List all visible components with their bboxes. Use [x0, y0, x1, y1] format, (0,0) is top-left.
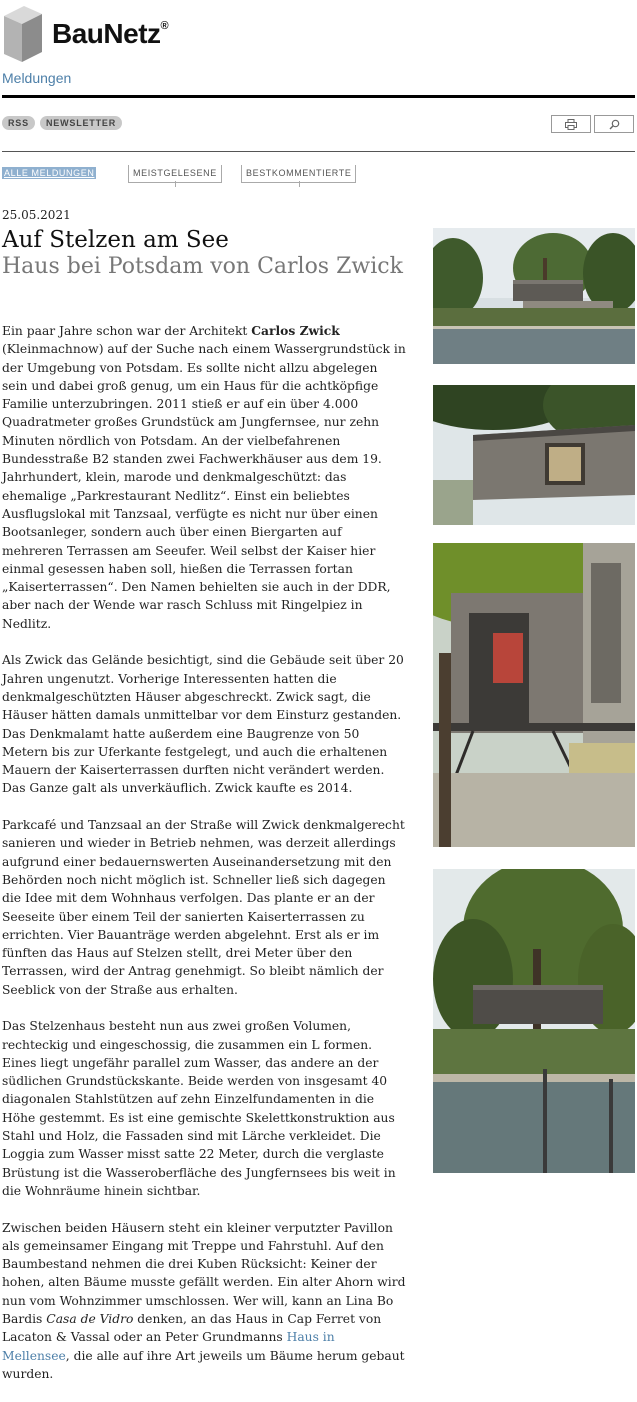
photo-tree-and-stilts[interactable] — [433, 543, 635, 847]
tab-bestkommentierte[interactable] — [241, 165, 356, 183]
toolbar-divider — [2, 151, 635, 152]
article-subtitle: Haus bei Potsdam von Carlos Zwick — [2, 254, 403, 279]
baunetz-logo-cube — [2, 4, 44, 62]
tab-label: BESTKOMMENTIERTE — [246, 168, 352, 178]
article-body — [2, 322, 406, 1402]
section-link-meldungen[interactable]: Meldungen — [2, 70, 72, 86]
article-date: 25.05.2021 — [2, 208, 71, 222]
paragraph: Das Stelzenhaus besteht nun aus zwei großen Volumen, rechteckig und eingeschossig, die zusammen ein L formen. Eines liegt ungefähr parallel zum Wasser, das andere an der südlichen Grundstückskante. Beide werden von insgesamt 40 diagonalen Stahlstützen auf zehn Einzelfundamenten in die Höhe gestemmt. Es ist eine gemischte Skelettkonstruktion aus Stahl und Holz, die Fassaden sind mit Lärche verkleidet. Die Loggia zum Wasser misst satte 22 Meter, durch die verglaste Brüstung ist die Wasseroberfläche des Jungfernsees bis weit in die Wohnräume hinein sichtbar. — [2, 1019, 396, 1198]
brand-registered-mark: ® — [160, 19, 169, 32]
architect-name: Carlos Zwick — [251, 323, 340, 338]
photo-house-among-trees[interactable] — [433, 869, 635, 1173]
paragraph: Parkcafé und Tanzsaal an der Straße will Zwick denkmalgerecht sanieren und wieder in Betrieb nehmen, was derzeit allerdings aufgrund einer bedauernswerten Auseinandersetzung mit den Behörden noch nicht möglich ist. Schneller ließ sich dagegen die Idee mit dem Wohnhaus verfolgen. Das plante er an der Seeseite über einem Teil der sanierten Kaiserterrassen zu errichten. Vier Bauanträge werden abgelehnt. Erst als er im fünften das Haus auf Stelzen stellt, drei Meter über den Terrassen, wird der Antrag genehmigt. So bleibt nämlich der Seeblick von der Straße aus erhalten. — [2, 818, 405, 997]
paragraph: Als Zwick das Gelände besichtigt, sind die Gebäude seit über 20 Jahren ungenutzt. Vorherige Interessenten hatten die denkmalgeschützten Häuser abgeschreckt. Zwick sagt, die Häuser hätten damals unmittelbar vor dem Einsturz gestanden. Das Denkmalamt hatte außerdem eine Baugrenze von 50 Metern bis zur Uferkante festgelegt, und auch die erhaltenen Mauern der Kaiserterrassen durften nicht verändert werden. Das Ganze galt als unverkäuflich. Zwick kaufte es 2014. — [2, 653, 404, 796]
photo-cantilever-facade[interactable] — [433, 385, 635, 525]
print-button[interactable] — [551, 115, 591, 133]
paragraph: Zwischen beiden Häusern steht ein kleiner verputzter Pavillon als gemeinsamer Eingang mit Treppe und Fahrstuhl. Auf den Baumbestand nehmen die drei Kuben Rücksicht: Keiner der hohen, alten Bäume musste gefällt werden. Ein alter Ahorn wird nun vom Wohnzimmer umschlossen. Wer will, kann an Lina Bo Bardis Casa de Vidro denken, an das Haus in Cap Ferret von Lacaton & Vassal oder an Peter Grundmanns Haus in Mellensee, die alle auf ihre Art jeweils um Bäume herum gebaut wurden. — [2, 1220, 406, 1381]
link-haus-in-mellensee[interactable]: Haus in Mellensee — [2, 1330, 335, 1363]
article-title: Auf Stelzen am See — [2, 227, 229, 253]
tab-alle-meldungen[interactable]: ALLE MELDUNGEN — [4, 168, 95, 178]
rss-button[interactable]: RSS — [2, 116, 35, 130]
print-icon — [565, 119, 577, 130]
header-divider — [2, 95, 635, 98]
brand-logo[interactable] — [52, 18, 168, 50]
brand-name: BauNetz — [52, 18, 161, 49]
search-icon — [609, 119, 620, 130]
casa-de-vidro: Casa de Vidro — [46, 1312, 134, 1327]
tab-meistgelesene[interactable] — [128, 165, 222, 183]
newsletter-button[interactable]: NEWSLETTER — [40, 116, 122, 130]
photo-house-lakeside[interactable] — [433, 228, 635, 364]
tab-label: MEISTGELESENE — [133, 168, 217, 178]
paragraph: Ein paar Jahre schon war der Architekt Carlos Zwick (Kleinmachnow) auf der Suche nach einem Wassergrundstück in der Umgebung von Potsdam. Es sollte nicht allzu abgelegen sein und dabei groß genug, um ein Haus für die achtköpfige Familie unterzubringen. 2011 stieß er auf ein über 4.000 Quadratmeter großes Grundstück am Jungfernsee, nur zehn Minuten nördlich von Potsdam. An der vielbefahrenen Bundesstraße B2 standen zwei Fachwerkhäuser aus dem 19. Jahrhundert, klein, marode und denkmalgeschützt: das ehemalige „Parkrestaurant Nedlitz“. Einst ein beliebtes Ausflugslokal mit Tanzsaal, verfügte es nicht nur über einen Bootsanleger, sondern auch über einen Biergarten auf mehreren Terrassen am Seeufer. Weil selbst der Kaiser hier einmal gesessen haben soll, hießen die Terrassen fortan „Kaiserterrassen“. Den Namen behielten sie auch in der DDR, aber nach der Wende war rasch Schluss mit Ringelpiez in Nedlitz. — [2, 323, 406, 631]
search-button[interactable] — [594, 115, 634, 133]
